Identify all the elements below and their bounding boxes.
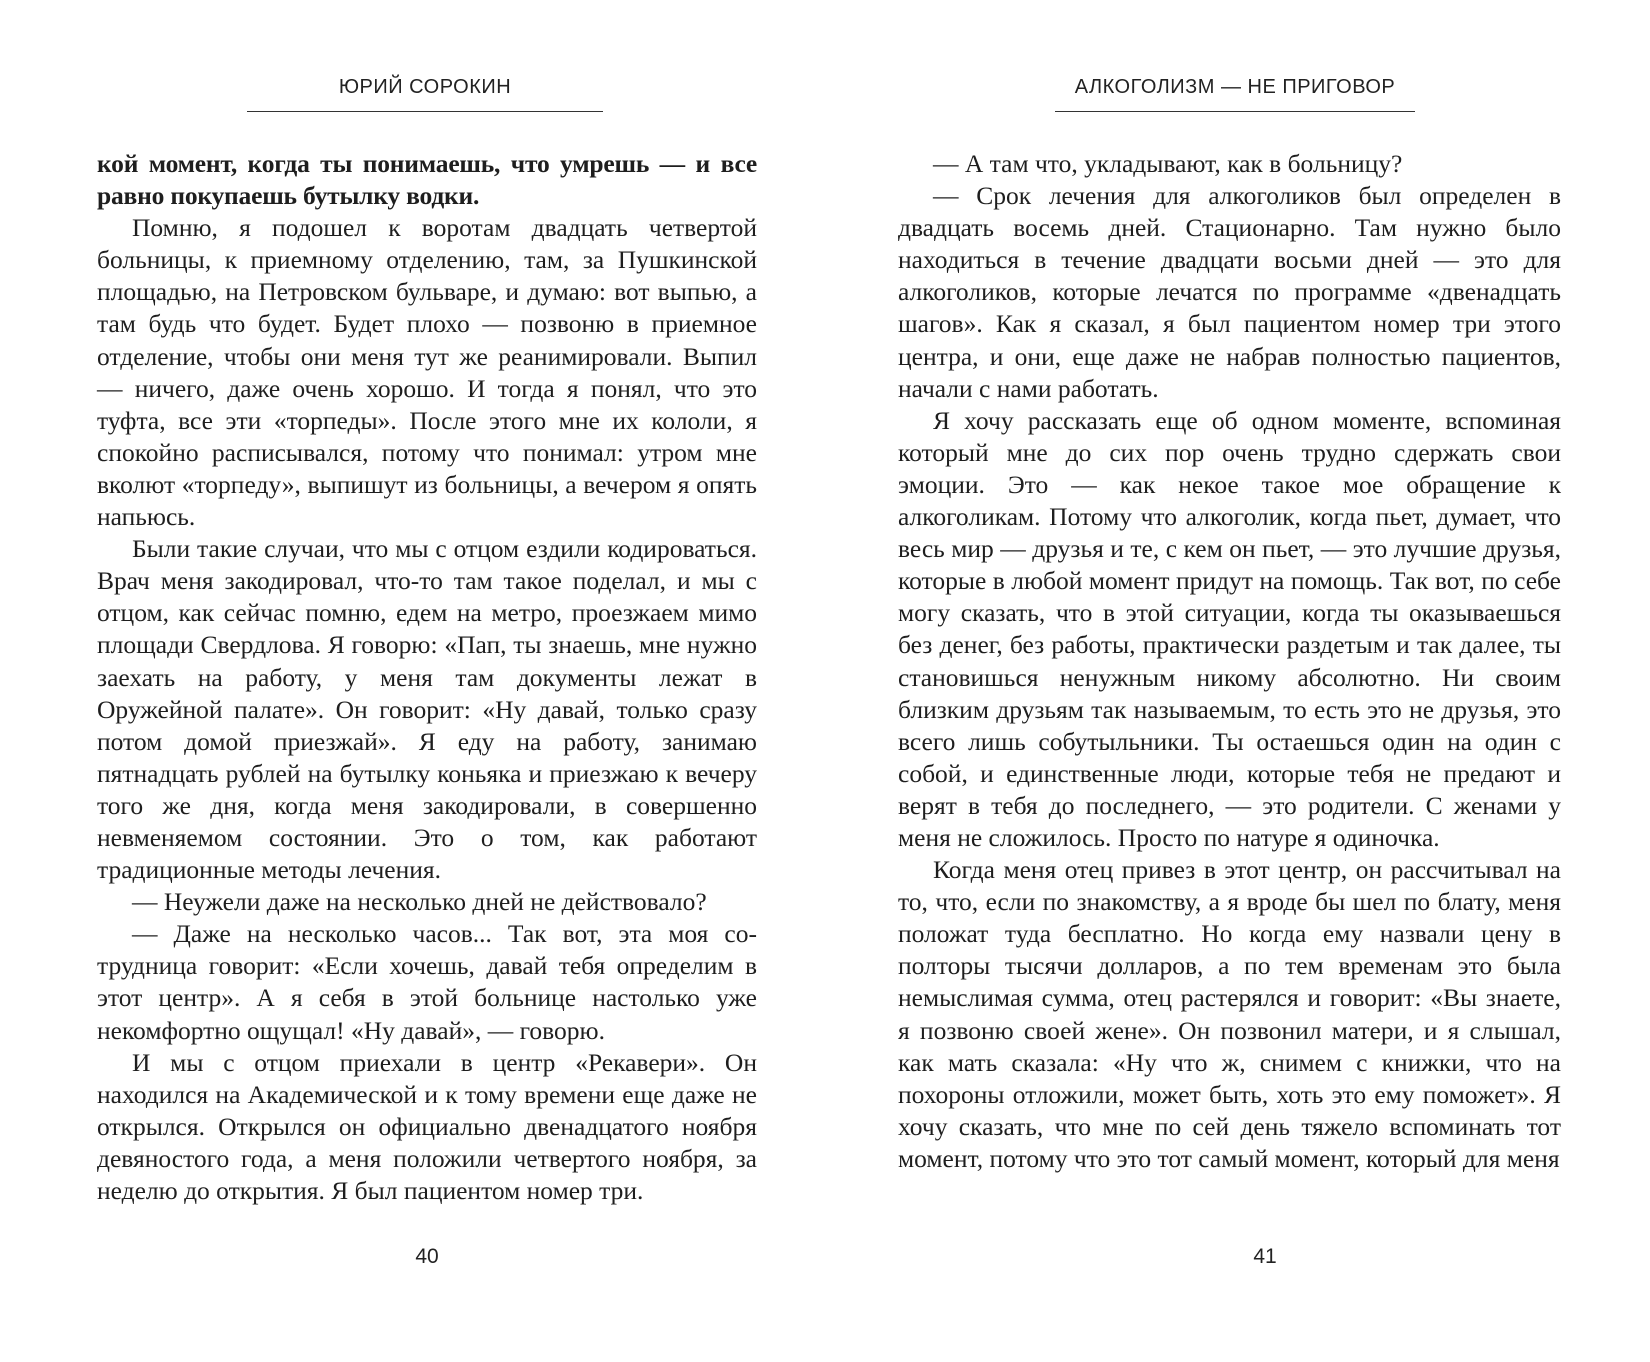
paragraph: — Неужели даже на несколько дней не действовало?	[132, 887, 707, 917]
paragraph: Помню, я подошел к воротам двадцать четвертой больницы, к приемному отделению, там, за Пушкинской площадью, на Петровском бульваре, и думаю: вот выпью, а там будь что будет. Будет плохо — позвоню в приемное отделение, чтобы они меня тут же реанимировали. Выпил — ничего, даже очень хорошо. И тогда я понял, что это туфта, все эти «торпеды». После этого мне их кололи, я спокойно расписывался, потому что понимал: утром мне вколют «торпеду», выпишут из больницы, а вечером я опять напьюсь.	[97, 213, 757, 532]
right-page-body	[898, 148, 1561, 1175]
paragraph: Были такие случаи, что мы с отцом ездили кодироваться. Врач меня закодировал, что-то там такое поделал, и мы с отцом, как сейчас помню, едем на метро, проезжаем мимо площади Свердлова. Я говорю: «Пап, ты знаешь, мне нужно заехать на работу, у меня там документы лежат в Оружейной палате». Он говорит: «Ну давай, только сразу потом домой приезжай». Я еду на работу, занимаю пятнадцать рублей на бутылку коньяка и приезжаю к вечеру того же дня, когда меня закодировали, в совершенно невменяемом состоянии. Это о том, как работают традиционные методы лечения.	[97, 534, 757, 885]
right-page	[825, 0, 1650, 1362]
page-number: 41	[1253, 1245, 1277, 1268]
paragraph: Когда меня отец привез в этот центр, он рассчитывал на то, что, если по знакомству, а я вроде бы шел по блату, меня положат туда бесплатно. Но когда ему назвали цену в полторы тысячи долларов, а по тем временам это была немыслимая сумма, отец растерялся и говорит: «Вы знаете, я позвоню своей жене». Он позвонил матери, и я слышал, как мать сказала: «Ну что ж, снимем с книжки, что на похороны отложили, может быть, хоть это ему поможет». Я хочу сказать, что мне по сей день тяжело вспоминать тот момент, потому что это тот самый момент, который для меня	[898, 855, 1561, 1173]
paragraph: — Срок лечения для алкоголиков был определен в двадцать восемь дней. Стационарно. Там нужно было находиться в течение двадцати восьми дней — это для алкоголиков, которые лечатся по программе «двенадцать шагов». Как я сказал, я был пациентом номер три этого центра, и они, еще даже не набрав полностью пациентов, начали с нами работать.	[898, 181, 1561, 403]
paragraph: кой момент, когда ты понимаешь, что умрешь — и все равно покупаешь бутылку водки.	[97, 149, 757, 211]
paragraph: — А там что, укладывают, как в больницу?	[933, 149, 1403, 178]
header-rule	[247, 111, 603, 112]
paragraph: Я хочу рассказать еще об одном моменте, вспоминая который мне до сих пор очень трудно сдержать свои эмоции. Это — как некое такое мое обращение к алкоголикам. Потому что алкоголик, когда пьет, думает, что весь мир — друзья и те, с кем он пьет, — это лучшие друзья, которые в любой момент придут на помощь. Так вот, по себе могу сказать, что в этой ситуации, когда ты оказываешься без денег, без работы, практически раздетым и так далее, ты становишься ненужным никому абсолютно. Ни своим близким друзьям так называемым, то есть это не друзья, это всего лишь собутыльники. Ты остаешься один на один с собой, и единственные люди, которые тебя не предают и верят в тебя до последнего, — это родители. С женами у меня не сложилось. Просто по натуре я одиночка.	[898, 405, 1561, 852]
paragraph: И мы с отцом приехали в центр «Рекавери». Он находился на Академической и к тому времени еще даже не открылся. Открылся он официально двенадцатого ноября девяностого года, а меня положили четвертого ноября, за неделю до открытия. Я был пациентом номер три.	[97, 1047, 757, 1205]
left-page-body	[97, 148, 757, 1207]
running-head-title: АЛКОГОЛИЗМ — НЕ ПРИГОВОР	[1074, 76, 1396, 98]
running-head-author: ЮРИЙ СОРОКИН	[338, 76, 512, 98]
page-number: 40	[415, 1245, 439, 1268]
paragraph: — Даже на несколько часов... Так вот, эта моя сотрудница говорит: «Если хочешь, давай тебя определим в этот центр». А я себя в этой больнице настолько уже некомфортно ощущал! «Ну давай», — говорю.	[97, 919, 757, 1045]
header-rule	[1055, 111, 1415, 112]
